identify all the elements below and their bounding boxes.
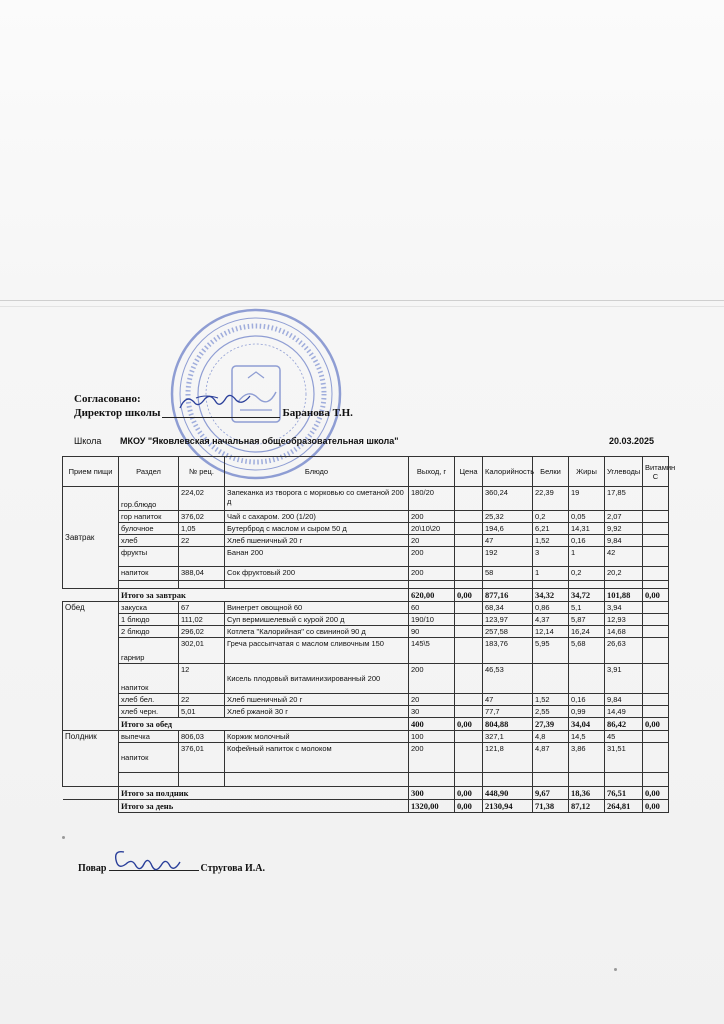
cell-price xyxy=(455,638,483,664)
cell-price xyxy=(455,535,483,547)
cell-fats: 0,2 xyxy=(569,567,605,581)
school-label: Школа xyxy=(74,436,102,446)
cell-calories: 123,97 xyxy=(483,614,533,626)
table-row xyxy=(63,535,669,547)
total-fats: 87,12 xyxy=(569,800,605,813)
cell-recipe: 22 xyxy=(179,694,225,706)
cell-price xyxy=(455,731,483,743)
total-output: 1320,00 xyxy=(409,800,455,813)
cell-fats: 14,5 xyxy=(569,731,605,743)
cell-dish: Винегрет овощной 60 xyxy=(225,602,409,614)
total-price: 0,00 xyxy=(455,800,483,813)
header-calories: Калорийность xyxy=(483,457,533,487)
total-output: 620,00 xyxy=(409,589,455,602)
header-carbs: Углеводы xyxy=(605,457,643,487)
fold-line-shadow xyxy=(0,306,724,307)
cell-carbs: 31,51 xyxy=(605,743,643,773)
cell-section: напиток xyxy=(119,664,179,694)
total-price: 0,00 xyxy=(455,787,483,800)
total-carbs: 264,81 xyxy=(605,800,643,813)
table-row xyxy=(63,602,669,614)
table-row xyxy=(63,743,669,773)
cell-calories: 194,6 xyxy=(483,523,533,535)
cell-vitamin-c xyxy=(643,523,669,535)
total-vitamin-c: 0,00 xyxy=(643,589,669,602)
cell-carbs: 14,68 xyxy=(605,626,643,638)
cell-vitamin-c xyxy=(643,567,669,581)
cell-output: 30 xyxy=(409,706,455,718)
cell-fats: 5,68 xyxy=(569,638,605,664)
total-price: 0,00 xyxy=(455,589,483,602)
cell-calories: 68,34 xyxy=(483,602,533,614)
cell-recipe: 1,05 xyxy=(179,523,225,535)
cell-vitamin-c xyxy=(643,743,669,773)
cell-fats: 19 xyxy=(569,487,605,511)
director-name: Баранова Т.Н. xyxy=(282,407,353,419)
cell-output: 100 xyxy=(409,731,455,743)
header-vitamin-c: Витамин С xyxy=(643,457,669,487)
cell-dish: Кофейный напиток с молоком xyxy=(225,743,409,773)
cell-recipe: 5,01 xyxy=(179,706,225,718)
menu-table xyxy=(62,456,676,813)
cell-vitamin-c xyxy=(643,535,669,547)
cell-vitamin-c xyxy=(643,487,669,511)
cell-price xyxy=(455,511,483,523)
breakfast-total-row xyxy=(63,589,669,602)
header-output: Выход, г xyxy=(409,457,455,487)
cell-carbs: 9,84 xyxy=(605,535,643,547)
table-row xyxy=(63,487,669,511)
cell-carbs: 42 xyxy=(605,547,643,567)
total-fats: 34,72 xyxy=(569,589,605,602)
cell-proteins: 5,95 xyxy=(533,638,569,664)
cell-dish: Котлета "Калорийная" со свининой 90 д xyxy=(225,626,409,638)
cell-section: булочное xyxy=(119,523,179,535)
cell-calories: 327,1 xyxy=(483,731,533,743)
cell-section: закуска xyxy=(119,602,179,614)
cell-carbs: 9,84 xyxy=(605,694,643,706)
cell-proteins: 4,8 xyxy=(533,731,569,743)
total-calories: 448,90 xyxy=(483,787,533,800)
header-proteins: Белки xyxy=(533,457,569,487)
total-proteins: 34,32 xyxy=(533,589,569,602)
approval-block xyxy=(74,392,353,420)
cell-proteins: 4,37 xyxy=(533,614,569,626)
table-row xyxy=(63,694,669,706)
total-output: 400 xyxy=(409,718,455,731)
cell-output: 190/10 xyxy=(409,614,455,626)
cell-section: выпечка xyxy=(119,731,179,743)
cell-output: 90 xyxy=(409,626,455,638)
cell-section: хлеб xyxy=(119,535,179,547)
cell-recipe: 22 xyxy=(179,535,225,547)
cell-carbs: 14,49 xyxy=(605,706,643,718)
header-dish: Блюдо xyxy=(225,457,409,487)
cell-dish: Запеканка из творога с морковью со сметаной 200 д xyxy=(225,487,409,511)
total-calories: 2130,94 xyxy=(483,800,533,813)
cell-dish: Чай с сахаром. 200 (1/20) xyxy=(225,511,409,523)
cell-calories: 183,76 xyxy=(483,638,533,664)
cell-recipe: 388,04 xyxy=(179,567,225,581)
cell-vitamin-c xyxy=(643,731,669,743)
table-row xyxy=(63,614,669,626)
total-carbs: 76,51 xyxy=(605,787,643,800)
cell-proteins: 2,55 xyxy=(533,706,569,718)
cell-calories: 25,32 xyxy=(483,511,533,523)
cell-fats: 0,16 xyxy=(569,694,605,706)
cell-output: 200 xyxy=(409,511,455,523)
cell-price xyxy=(455,626,483,638)
cell-price xyxy=(455,523,483,535)
cell-carbs: 45 xyxy=(605,731,643,743)
lunch-total-label: Итого за обед xyxy=(119,718,409,731)
cell-carbs: 2,07 xyxy=(605,511,643,523)
cell-fats: 1 xyxy=(569,547,605,567)
cook-name: Стругова И.А. xyxy=(200,863,265,874)
total-vitamin-c: 0,00 xyxy=(643,787,669,800)
cell-vitamin-c xyxy=(643,547,669,567)
cell-proteins: 1,52 xyxy=(533,694,569,706)
cell-carbs: 12,93 xyxy=(605,614,643,626)
total-proteins: 71,38 xyxy=(533,800,569,813)
cell-fats: 3,86 xyxy=(569,743,605,773)
cell-dish: Хлеб пшеничный 20 г xyxy=(225,694,409,706)
cell-output: 200 xyxy=(409,547,455,567)
header-meal: Прием пищи xyxy=(63,457,119,487)
cell-output: 20\10\20 xyxy=(409,523,455,535)
cell-fats: 16,24 xyxy=(569,626,605,638)
cell-vitamin-c xyxy=(643,602,669,614)
cell-output: 200 xyxy=(409,664,455,694)
cell-section: гор напиток xyxy=(119,511,179,523)
cell-vitamin-c xyxy=(643,626,669,638)
cell-proteins: 6,21 xyxy=(533,523,569,535)
cell-recipe: 376,01 xyxy=(179,743,225,773)
table-header-row xyxy=(63,457,669,487)
table-row xyxy=(63,511,669,523)
cell-dish: Бутерброд с маслом и сыром 50 д xyxy=(225,523,409,535)
cell-section: напиток xyxy=(119,567,179,581)
cell-vitamin-c xyxy=(643,511,669,523)
cell-fats xyxy=(569,664,605,694)
cell-carbs: 20,2 xyxy=(605,567,643,581)
cell-fats: 0,05 xyxy=(569,511,605,523)
header-fats: Жиры xyxy=(569,457,605,487)
cell-vitamin-c xyxy=(643,638,669,664)
school-line xyxy=(74,436,654,446)
cell-dish: Суп вермишелевый с курой 200 д xyxy=(225,614,409,626)
cell-calories: 58 xyxy=(483,567,533,581)
cell-calories: 77,7 xyxy=(483,706,533,718)
director-label: Директор школы xyxy=(74,407,161,419)
cell-price xyxy=(455,567,483,581)
cell-section: гор.блюдо xyxy=(119,487,179,511)
cell-section: 2 блюдо xyxy=(119,626,179,638)
cell-calories: 257,58 xyxy=(483,626,533,638)
cook-signature-block xyxy=(78,860,265,874)
cell-fats: 5,1 xyxy=(569,602,605,614)
cell-dish: Хлеб пшеничный 20 г xyxy=(225,535,409,547)
cell-recipe: 67 xyxy=(179,602,225,614)
cell-price xyxy=(455,547,483,567)
total-vitamin-c: 0,00 xyxy=(643,718,669,731)
cell-vitamin-c xyxy=(643,694,669,706)
cell-dish: Кисель плодовый витаминизированный 200 xyxy=(225,664,409,694)
cell-section: напиток xyxy=(119,743,179,773)
cell-section: 1 блюдо xyxy=(119,614,179,626)
cell-dish: Хлеб ржаной 30 г xyxy=(225,706,409,718)
table-row xyxy=(63,731,669,743)
cell-dish: Сок фруктовый 200 xyxy=(225,567,409,581)
cell-calories: 47 xyxy=(483,535,533,547)
table-row-empty xyxy=(63,773,669,787)
cell-calories: 47 xyxy=(483,694,533,706)
cell-output: 20 xyxy=(409,694,455,706)
approval-agreed-label: Согласовано: xyxy=(74,393,141,405)
cell-proteins xyxy=(533,664,569,694)
cell-calories: 121,8 xyxy=(483,743,533,773)
cell-recipe: 376,02 xyxy=(179,511,225,523)
cell-recipe: 302,01 xyxy=(179,638,225,664)
total-carbs: 86,42 xyxy=(605,718,643,731)
cell-proteins: 12,14 xyxy=(533,626,569,638)
director-signature-line xyxy=(162,406,280,418)
total-output: 300 xyxy=(409,787,455,800)
cell-proteins: 3 xyxy=(533,547,569,567)
header-section: Раздел xyxy=(119,457,179,487)
total-carbs: 101,88 xyxy=(605,589,643,602)
cell-recipe: 224,02 xyxy=(179,487,225,511)
cell-fats: 0,16 xyxy=(569,535,605,547)
cell-output: 200 xyxy=(409,743,455,773)
cell-price xyxy=(455,487,483,511)
cook-signature-line xyxy=(109,860,199,871)
meal-breakfast: Завтрак xyxy=(63,487,119,589)
cell-section: хлеб черн. xyxy=(119,706,179,718)
cell-section: хлеб бел. xyxy=(119,694,179,706)
day-total-label: Итого за день xyxy=(119,800,409,813)
meal-snack: Полдник xyxy=(63,731,119,787)
header-price: Цена xyxy=(455,457,483,487)
table-row xyxy=(63,706,669,718)
cell-recipe: 12 xyxy=(179,664,225,694)
cell-carbs: 9,92 xyxy=(605,523,643,535)
table-row xyxy=(63,547,669,567)
fold-line xyxy=(0,300,724,301)
table-row xyxy=(63,523,669,535)
cell-fats: 0,99 xyxy=(569,706,605,718)
meal-lunch: Обед xyxy=(63,602,119,731)
table-row xyxy=(63,638,669,664)
cell-carbs: 3,91 xyxy=(605,664,643,694)
cell-price xyxy=(455,694,483,706)
snack-total-row xyxy=(63,787,669,800)
cell-section: гарнир xyxy=(119,638,179,664)
cell-price xyxy=(455,602,483,614)
cell-recipe: 806,03 xyxy=(179,731,225,743)
cell-proteins: 1 xyxy=(533,567,569,581)
total-calories: 804,88 xyxy=(483,718,533,731)
table-row-empty xyxy=(63,581,669,589)
scan-speck xyxy=(62,836,65,839)
cell-calories: 192 xyxy=(483,547,533,567)
cell-output: 180/20 xyxy=(409,487,455,511)
table-row xyxy=(63,664,669,694)
total-price: 0,00 xyxy=(455,718,483,731)
total-proteins: 9,67 xyxy=(533,787,569,800)
snack-total-label: Итого за полдник xyxy=(119,787,409,800)
cook-label: Повар xyxy=(78,863,107,874)
cell-vitamin-c xyxy=(643,664,669,694)
cell-fats: 14,31 xyxy=(569,523,605,535)
lunch-total-row xyxy=(63,718,669,731)
cell-price xyxy=(455,614,483,626)
cell-output: 60 xyxy=(409,602,455,614)
table-row xyxy=(63,567,669,581)
cell-dish: Банан 200 xyxy=(225,547,409,567)
cell-proteins: 22,39 xyxy=(533,487,569,511)
cell-calories: 46,53 xyxy=(483,664,533,694)
day-total-row xyxy=(63,800,669,813)
cell-calories: 360,24 xyxy=(483,487,533,511)
cell-dish: Коржик молочный xyxy=(225,731,409,743)
total-proteins: 27,39 xyxy=(533,718,569,731)
breakfast-total-label: Итого за завтрак xyxy=(119,589,409,602)
cell-price xyxy=(455,706,483,718)
cell-proteins: 0,86 xyxy=(533,602,569,614)
table-row xyxy=(63,626,669,638)
cell-proteins: 1,52 xyxy=(533,535,569,547)
total-fats: 34,04 xyxy=(569,718,605,731)
total-calories: 877,16 xyxy=(483,589,533,602)
cell-vitamin-c xyxy=(643,706,669,718)
cell-recipe: 111,02 xyxy=(179,614,225,626)
cell-section: фрукты xyxy=(119,547,179,567)
scan-speck xyxy=(614,968,617,971)
cell-output: 200 xyxy=(409,567,455,581)
cell-recipe: 296,02 xyxy=(179,626,225,638)
cell-output: 20 xyxy=(409,535,455,547)
cell-price xyxy=(455,664,483,694)
menu-date: 20.03.2025 xyxy=(608,436,654,446)
school-name: МКОУ "Яковлевская начальная общеобразовательная школа" xyxy=(120,436,399,446)
cell-vitamin-c xyxy=(643,614,669,626)
cell-carbs: 17,85 xyxy=(605,487,643,511)
total-fats: 18,36 xyxy=(569,787,605,800)
cell-fats: 5,87 xyxy=(569,614,605,626)
total-vitamin-c: 0,00 xyxy=(643,800,669,813)
header-recipe: № рец. xyxy=(179,457,225,487)
cell-carbs: 26,63 xyxy=(605,638,643,664)
cell-proteins: 4,87 xyxy=(533,743,569,773)
cell-carbs: 3,94 xyxy=(605,602,643,614)
cell-recipe xyxy=(179,547,225,567)
cell-price xyxy=(455,743,483,773)
cell-output: 145\5 xyxy=(409,638,455,664)
cell-dish: Греча рассыпчатая с маслом сливочным 150 xyxy=(225,638,409,664)
cell-proteins: 0,2 xyxy=(533,511,569,523)
